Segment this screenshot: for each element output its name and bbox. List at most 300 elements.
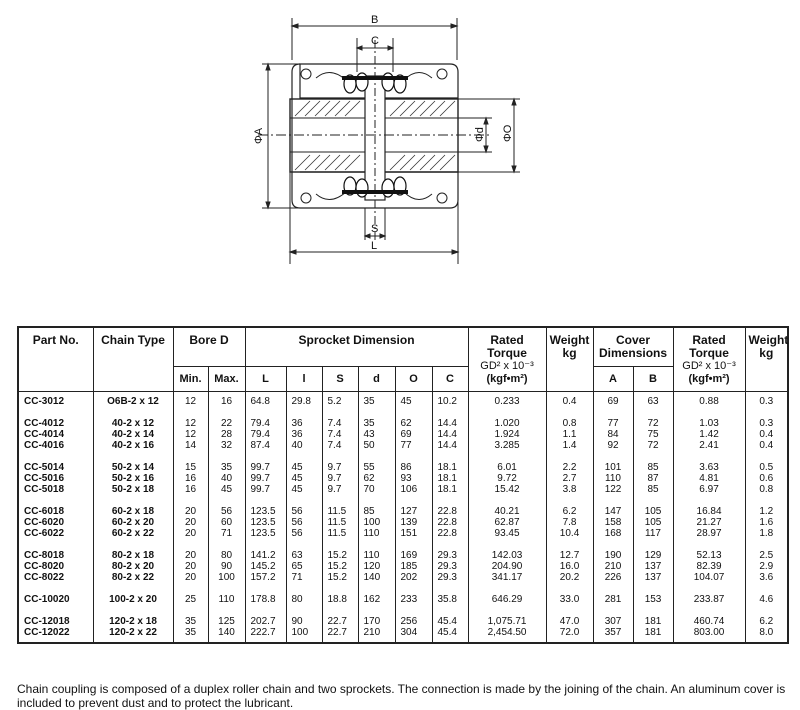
table-cell: 10.4 (546, 528, 593, 539)
table-cell: 28.97 (673, 528, 745, 539)
table-cell: 341.17 (468, 572, 546, 583)
table-cell: 140 (208, 627, 245, 643)
table-cell: 11.5 (322, 506, 358, 517)
table-cell: 158 (593, 517, 633, 528)
specification-table (17, 326, 789, 644)
table-cell: 100 (208, 572, 245, 583)
table-cell: 100 (286, 627, 322, 643)
table-cell: 35 (358, 392, 395, 408)
dim-label-b: B (371, 14, 379, 26)
dim-label-s: S (371, 223, 379, 235)
table-cell: 29.3 (432, 561, 468, 572)
table-cell: 4.81 (673, 473, 745, 484)
spacer-cell (358, 605, 395, 616)
table-cell: 18.1 (432, 473, 468, 484)
table-cell: 14.4 (432, 440, 468, 451)
spacer-cell (322, 407, 358, 418)
table-cell: 1,075.71 (468, 616, 546, 627)
table-cell: 93.45 (468, 528, 546, 539)
table-row (18, 528, 788, 539)
table-row (18, 517, 788, 528)
header-bore-max: Max. (208, 367, 245, 392)
table-cell: 204.90 (468, 561, 546, 572)
spacer-cell (593, 583, 633, 594)
table-cell: 12 (173, 429, 208, 440)
table-cell: 12 (173, 392, 208, 408)
spacer-cell (633, 605, 673, 616)
table-cell: 20 (173, 528, 208, 539)
table-cell: 40.21 (468, 506, 546, 517)
table-cell: 80-2 x 20 (93, 561, 173, 572)
table-cell: 18.1 (432, 484, 468, 495)
spacer-cell (208, 407, 245, 418)
table-cell: 122 (593, 484, 633, 495)
group-spacer (18, 539, 788, 550)
table-cell: 3.6 (745, 572, 788, 583)
table-cell: 357 (593, 627, 633, 643)
table-cell: 69 (395, 429, 432, 440)
table-row (18, 462, 788, 473)
table-cell: 1.020 (468, 418, 546, 429)
table-cell: 2.9 (745, 561, 788, 572)
table-cell: 55 (358, 462, 395, 473)
table-row (18, 440, 788, 451)
table-cell: 63 (286, 550, 322, 561)
table-cell: 1.1 (546, 429, 593, 440)
table-cell: 35 (173, 616, 208, 627)
table-cell: 123.5 (245, 517, 286, 528)
spacer-cell (358, 539, 395, 550)
header-weight-2: Weight kg (745, 327, 788, 392)
table-cell: 9.7 (322, 462, 358, 473)
table-cell: 153 (633, 594, 673, 605)
spacer-cell (745, 583, 788, 594)
table-cell: 14.4 (432, 429, 468, 440)
header-l-lower: l (286, 367, 322, 392)
table-cell: 100 (358, 517, 395, 528)
spacer-cell (358, 407, 395, 418)
table-cell: 85 (633, 462, 673, 473)
table-cell: 110 (358, 550, 395, 561)
table-cell: 202 (395, 572, 432, 583)
table-cell: 0.4 (546, 392, 593, 408)
table-cell: 233.87 (673, 594, 745, 605)
spacer-cell (745, 407, 788, 418)
table-cell: 2.41 (673, 440, 745, 451)
header-gd2: GD² x 10⁻³ (480, 360, 534, 372)
header-gd2-2-unit: (kgf•m²) (688, 373, 730, 385)
table-cell: 87 (633, 473, 673, 484)
spacer-cell (633, 451, 673, 462)
spacer-cell (395, 407, 432, 418)
table-cell: 16.0 (546, 561, 593, 572)
spacer-cell (286, 583, 322, 594)
table-cell: 16 (208, 392, 245, 408)
group-spacer (18, 605, 788, 616)
table-cell: 4.6 (745, 594, 788, 605)
spacer-cell (358, 451, 395, 462)
table-cell: 18.1 (432, 462, 468, 473)
table-row (18, 484, 788, 495)
table-row (18, 429, 788, 440)
dim-label-l: L (371, 240, 378, 252)
spacer-cell (673, 583, 745, 594)
spacer-cell (93, 605, 173, 616)
table-cell: 80-2 x 22 (93, 572, 173, 583)
part-number-cell: CC-5016 (18, 473, 93, 484)
table-cell: 120 (358, 561, 395, 572)
table-cell: 29.8 (286, 392, 322, 408)
table-cell: 22.8 (432, 517, 468, 528)
spacer-cell (173, 451, 208, 462)
spacer-cell (18, 451, 93, 462)
table-row (18, 473, 788, 484)
table-cell: 105 (633, 506, 673, 517)
table-cell: 29.3 (432, 572, 468, 583)
spacer-cell (745, 495, 788, 506)
table-cell: 129 (633, 550, 673, 561)
table-cell: 304 (395, 627, 432, 643)
table-cell: 93 (395, 473, 432, 484)
table-cell: 14.4 (432, 418, 468, 429)
table-cell: 169 (395, 550, 432, 561)
table-cell: 210 (593, 561, 633, 572)
table-cell: 87.4 (245, 440, 286, 451)
table-cell: 137 (633, 561, 673, 572)
part-number-cell: CC-6018 (18, 506, 93, 517)
table-cell: 15.2 (322, 550, 358, 561)
table-cell: 20.2 (546, 572, 593, 583)
table-cell: 50-2 x 18 (93, 484, 173, 495)
table-cell: 20 (173, 506, 208, 517)
part-number-cell: CC-10020 (18, 594, 93, 605)
table-cell: 29.3 (432, 550, 468, 561)
table-cell: 210 (358, 627, 395, 643)
group-spacer (18, 407, 788, 418)
spacer-cell (593, 539, 633, 550)
part-number-cell: CC-3012 (18, 392, 93, 408)
table-cell: 123.5 (245, 506, 286, 517)
spacer-cell (245, 539, 286, 550)
table-cell: 92 (593, 440, 633, 451)
spacer-cell (593, 605, 633, 616)
spacer-cell (245, 495, 286, 506)
table-cell: 65 (286, 561, 322, 572)
table-cell: 110 (208, 594, 245, 605)
table-cell: 99.7 (245, 473, 286, 484)
spacer-cell (633, 407, 673, 418)
part-number-cell: CC-6020 (18, 517, 93, 528)
table-cell: 9.7 (322, 473, 358, 484)
table-cell: 72 (633, 418, 673, 429)
table-cell: 15.2 (322, 572, 358, 583)
table-cell: 110 (593, 473, 633, 484)
table-cell: 6.2 (745, 616, 788, 627)
spacer-cell (286, 495, 322, 506)
part-number-cell: CC-6022 (18, 528, 93, 539)
spacer-cell (468, 605, 546, 616)
table-cell: 50 (358, 440, 395, 451)
table-cell: 139 (395, 517, 432, 528)
table-cell: 1.42 (673, 429, 745, 440)
table-cell: 22.7 (322, 616, 358, 627)
part-number-cell: CC-5018 (18, 484, 93, 495)
table-cell: 90 (208, 561, 245, 572)
table-cell: 50-2 x 14 (93, 462, 173, 473)
spacer-cell (468, 495, 546, 506)
table-cell: 226 (593, 572, 633, 583)
table-cell: 233 (395, 594, 432, 605)
table-cell: 1.6 (745, 517, 788, 528)
part-number-cell: CC-8020 (18, 561, 93, 572)
group-spacer (18, 583, 788, 594)
table-cell: 62.87 (468, 517, 546, 528)
spacer-cell (322, 583, 358, 594)
table-cell: 100-2 x 20 (93, 594, 173, 605)
spacer-cell (93, 583, 173, 594)
table-cell: 202.7 (245, 616, 286, 627)
table-cell: 63 (633, 392, 673, 408)
table-cell: 117 (633, 528, 673, 539)
table-cell: 3.63 (673, 462, 745, 473)
table-cell: 15.2 (322, 561, 358, 572)
table-cell: 101 (593, 462, 633, 473)
header-rated-torque (468, 327, 546, 392)
table-cell: 43 (358, 429, 395, 440)
spacer-cell (432, 407, 468, 418)
spacer-cell (432, 539, 468, 550)
spacer-cell (395, 451, 432, 462)
table-cell: 25 (173, 594, 208, 605)
spacer-cell (546, 605, 593, 616)
table-cell: 60-2 x 22 (93, 528, 173, 539)
table-cell: 137 (633, 572, 673, 583)
table-cell: 20 (173, 550, 208, 561)
table-cell: 16 (173, 484, 208, 495)
description-note: Chain coupling is composed of a duplex roller chain and two sprockets. The connection is made by the joining of the chain. An aluminum cover is included to prevent dust and to protect the lubricant. (17, 682, 786, 710)
dim-label-o: ΦO (502, 124, 514, 142)
table-cell: 6.97 (673, 484, 745, 495)
table-cell: 0.233 (468, 392, 546, 408)
table-cell: 20 (173, 572, 208, 583)
table-cell: 40 (286, 440, 322, 451)
table-cell: 35 (208, 462, 245, 473)
table-row (18, 418, 788, 429)
table-cell: 127 (395, 506, 432, 517)
spacer-cell (286, 605, 322, 616)
table-row (18, 572, 788, 583)
table-cell: 0.8 (745, 484, 788, 495)
table-cell: 5.2 (322, 392, 358, 408)
table-cell: 1.2 (745, 506, 788, 517)
table-cell: O6B-2 x 12 (93, 392, 173, 408)
table-cell: 1.924 (468, 429, 546, 440)
table-cell: 2.7 (546, 473, 593, 484)
table-cell: 80 (208, 550, 245, 561)
table-cell: 45 (208, 484, 245, 495)
table-cell: 85 (358, 506, 395, 517)
spacer-cell (286, 539, 322, 550)
table-cell: 84 (593, 429, 633, 440)
table-cell: 20 (173, 517, 208, 528)
part-number-cell: CC-8022 (18, 572, 93, 583)
spacer-cell (432, 451, 468, 462)
part-number-cell: CC-5014 (18, 462, 93, 473)
table-cell: 82.39 (673, 561, 745, 572)
table-cell: 45 (395, 392, 432, 408)
spacer-cell (245, 605, 286, 616)
table-cell: 141.2 (245, 550, 286, 561)
table-cell: 80 (286, 594, 322, 605)
table-cell: 12.7 (546, 550, 593, 561)
table-cell: 307 (593, 616, 633, 627)
table-cell: 7.4 (322, 440, 358, 451)
table-cell: 47.0 (546, 616, 593, 627)
table-cell: 52.13 (673, 550, 745, 561)
table-cell: 33.0 (546, 594, 593, 605)
table-cell: 0.8 (546, 418, 593, 429)
spacer-cell (173, 605, 208, 616)
table-cell: 181 (633, 616, 673, 627)
spacer-cell (432, 605, 468, 616)
table-row (18, 550, 788, 561)
spacer-cell (358, 583, 395, 594)
spacer-cell (208, 583, 245, 594)
spacer-cell (432, 583, 468, 594)
table-cell: 60-2 x 20 (93, 517, 173, 528)
header-chain-type: Chain Type (93, 327, 173, 392)
header-weight: Weight kg (546, 327, 593, 392)
table-cell: 40-2 x 16 (93, 440, 173, 451)
part-number-cell: CC-12022 (18, 627, 93, 643)
table-cell: 22 (208, 418, 245, 429)
header-sprocket: Sprocket Dimension (245, 327, 468, 367)
table-cell: 71 (286, 572, 322, 583)
table-cell: 60 (208, 517, 245, 528)
table-cell: 105 (633, 517, 673, 528)
header-cover-a: A (593, 367, 633, 392)
table-cell: 2.2 (546, 462, 593, 473)
table-cell: 99.7 (245, 484, 286, 495)
table-cell: 120-2 x 18 (93, 616, 173, 627)
table-cell: 9.7 (322, 484, 358, 495)
table-cell: 104.07 (673, 572, 745, 583)
table-cell: 35 (173, 627, 208, 643)
spacer-cell (322, 495, 358, 506)
spacer-cell (593, 451, 633, 462)
table-cell: 12 (173, 418, 208, 429)
table-cell: 18.8 (322, 594, 358, 605)
header-l-upper: L (245, 367, 286, 392)
part-number-cell: CC-4016 (18, 440, 93, 451)
spacer-cell (18, 605, 93, 616)
table-cell: 16 (173, 473, 208, 484)
table-row (18, 392, 788, 408)
spacer-cell (18, 495, 93, 506)
table-cell: 56 (286, 517, 322, 528)
spacer-cell (245, 583, 286, 594)
table-cell: 0.3 (745, 418, 788, 429)
spacer-cell (633, 539, 673, 550)
table-cell: 32 (208, 440, 245, 451)
table-cell: 185 (395, 561, 432, 572)
spacer-cell (18, 539, 93, 550)
dim-label-c: C (371, 35, 379, 47)
table-cell: 75 (633, 429, 673, 440)
spacer-cell (93, 407, 173, 418)
table-cell: 45.4 (432, 616, 468, 627)
header-cover: Cover Dimensions (593, 327, 673, 367)
header-o: O (395, 367, 432, 392)
spacer-cell (208, 539, 245, 550)
spacer-cell (468, 451, 546, 462)
table-cell: 40-2 x 12 (93, 418, 173, 429)
spacer-cell (93, 495, 173, 506)
table-cell: 22.8 (432, 528, 468, 539)
table-row (18, 627, 788, 643)
table-cell: 15 (173, 462, 208, 473)
table-cell: 80-2 x 18 (93, 550, 173, 561)
table-cell: 77 (593, 418, 633, 429)
header-s: S (322, 367, 358, 392)
header-bore: Bore D (173, 327, 245, 367)
table-cell: 460.74 (673, 616, 745, 627)
spacer-cell (173, 495, 208, 506)
table-cell: 22.8 (432, 506, 468, 517)
spacer-cell (468, 407, 546, 418)
table-cell: 803.00 (673, 627, 745, 643)
table-row (18, 594, 788, 605)
header-bore-min: Min. (173, 367, 208, 392)
table-cell: 162 (358, 594, 395, 605)
spacer-cell (673, 451, 745, 462)
spacer-cell (18, 583, 93, 594)
table-cell: 190 (593, 550, 633, 561)
table-cell: 10.2 (432, 392, 468, 408)
table-cell: 3.8 (546, 484, 593, 495)
table-cell: 7.4 (322, 429, 358, 440)
spacer-cell (546, 539, 593, 550)
spacer-cell (546, 407, 593, 418)
spacer-cell (395, 583, 432, 594)
table-cell: 256 (395, 616, 432, 627)
spacer-cell (322, 605, 358, 616)
spacer-cell (358, 495, 395, 506)
table-cell: 71 (208, 528, 245, 539)
part-number-cell: CC-4012 (18, 418, 93, 429)
table-cell: 90 (286, 616, 322, 627)
spacer-cell (673, 495, 745, 506)
table-cell: 72 (633, 440, 673, 451)
table-cell: 56 (286, 506, 322, 517)
table-cell: 16.84 (673, 506, 745, 517)
table-cell: 86 (395, 462, 432, 473)
header-cover-b: B (633, 367, 673, 392)
table-cell: 0.3 (745, 392, 788, 408)
table-cell: 50-2 x 16 (93, 473, 173, 484)
spacer-cell (395, 605, 432, 616)
table-cell: 222.7 (245, 627, 286, 643)
spacer-cell (546, 583, 593, 594)
table-row (18, 616, 788, 627)
table-cell: 0.4 (745, 429, 788, 440)
header-gd2-2: GD² x 10⁻³ (682, 360, 736, 372)
spacer-cell (286, 407, 322, 418)
table-cell: 157.2 (245, 572, 286, 583)
table-cell: 56 (208, 506, 245, 517)
spacer-cell (208, 605, 245, 616)
table-cell: 6.2 (546, 506, 593, 517)
